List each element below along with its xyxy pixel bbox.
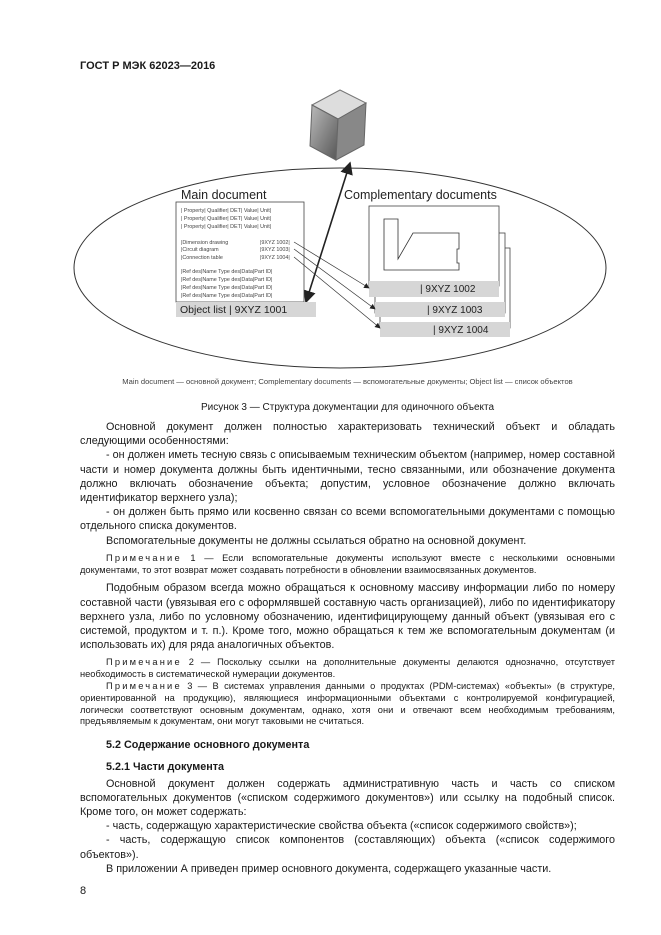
main-document-label: Main document <box>181 188 267 202</box>
svg-text:|Ref des|Name Type des|Data|Pa: |Ref des|Name Type des|Data|Part ID| <box>181 293 273 299</box>
paragraph: Основной документ должен полностью характеризовать технический объект и обладать следующими особенностями: <box>80 421 615 448</box>
paragraph: - он должен быть прямо или косвенно связан со всеми вспомогательными документами с помощью отдельного списка документов. <box>80 506 615 533</box>
note-2: Примечание 2 — Поскольку ссылки на дополнительные документы делаются однозначно, отсутствует необходимость в систематической нумерации документов. <box>80 657 615 680</box>
svg-text:|Connection table: |Connection table <box>181 255 223 261</box>
object-list-label: Object list | 9XYZ 1001 <box>180 304 288 316</box>
page-number: 8 <box>80 885 87 898</box>
object-arrow <box>306 163 350 302</box>
svg-text:| Property| Qualifier| DET| Va: | Property| Qualifier| DET| Value| Unit| <box>181 216 272 222</box>
svg-text:| 9XYZ 1004: | 9XYZ 1004 <box>433 325 489 336</box>
paragraph: - он должен иметь тесную связь с описываемым техническим объектом (например, номер составной части и номер документа должны быть идентичными, тесно связанными, или обозначение документа должно включать обозначение объекта; допустим, условное обозначение должно включать идентификатор верхнего узла); <box>80 449 615 505</box>
subsection-heading: 5.2.1 Части документа <box>106 761 225 774</box>
svg-text:| 9XYZ 1003: | 9XYZ 1003 <box>427 305 483 316</box>
svg-text:|Ref des|Name Type des|Data|Pa: |Ref des|Name Type des|Data|Part ID| <box>181 285 273 291</box>
svg-text:|9XYZ 1002|: |9XYZ 1002| <box>260 240 290 246</box>
cube-icon <box>310 90 366 160</box>
body-text <box>80 420 615 908</box>
standard-header: ГОСТ Р МЭК 62023—2016 <box>80 60 216 72</box>
paragraph: Вспомогательные документы не должны ссылаться обратно на основной документ. <box>106 534 527 547</box>
paragraph: Подобным образом всегда можно обращаться к основному массиву информации либо по номеру составной части (увязывая его с оформлявшей составную часть организацией), либо по идентификатору верхнего узла, либо по условному обозначению, идентифицирующему данный объект (увязывая его с системой, продуктом и т. п.). Кроме того, можно обращаться к тем же вспомогательным документам (и использовать их) для ряда аналогичных объектов. <box>80 582 615 652</box>
svg-text:|9XYZ 1004|: |9XYZ 1004| <box>260 255 290 261</box>
svg-text:|Dimension drawing: |Dimension drawing <box>181 240 229 246</box>
section-heading: 5.2 Содержание основного документа <box>106 739 310 752</box>
svg-text:| Property| Qualifier| DET| Va: | Property| Qualifier| DET| Value| Unit| <box>181 208 272 214</box>
paragraph: - часть, содержащую список компонентов (составляющих) объекта («список содержимого объектов»). <box>80 834 615 861</box>
figure-title: Рисунок 3 — Структура документации для одиночного объекта <box>200 402 495 413</box>
svg-text:| Property| Qualifier| DET| Va: | Property| Qualifier| DET| Value| Unit| <box>181 224 272 230</box>
svg-text:|Ref des|Name Type des|Data|Pa: |Ref des|Name Type des|Data|Part ID| <box>181 269 273 275</box>
svg-text:|9XYZ 1003|: |9XYZ 1003| <box>260 247 290 253</box>
paragraph: Основной документ должен содержать административную часть и часть со списком вспомогательных документов («списком содержимого документов») или ссылку на подобный список. Кроме того, он может содержать: <box>80 777 615 819</box>
figure-legend: Main document — основной документ; Complementary documents — вспомогательные документы; Object list — список объектов <box>122 377 573 386</box>
note-1: Примечание 1 — Если вспомогательные документы используют вместе с несколькими основными документами, то этот возврат может создавать потребности в обновлении взаимосвязанных документов. <box>80 552 615 575</box>
complementary-label: Complementary documents <box>344 188 497 202</box>
svg-text:|Ref des|Name Type des|Data|Pa: |Ref des|Name Type des|Data|Part ID| <box>181 277 273 283</box>
figure-diagram <box>0 0 661 375</box>
note-3: Примечание 3 — В системах управления данными о продуктах (PDM-системах) «объекты» (в структуре, ориентированной на продукцию), являющиеся информационными объектами с контролируемой конфигурацией, логически соответствуют основным документам, однако, хотя они и отвечают всем необходимым требованиям, предъявляемым к документам, они могут таковыми не считаться. <box>80 681 615 727</box>
scope-ellipse <box>74 168 606 368</box>
svg-text:| 9XYZ 1002: | 9XYZ 1002 <box>420 284 476 295</box>
complementary-stack <box>369 206 510 337</box>
paragraph: В приложении А приведен пример основного документа, содержащего указанные части. <box>106 862 552 875</box>
paragraph: - часть, содержащую характеристические свойства объекта («список содержимого свойств»); <box>106 820 577 833</box>
svg-text:|Circuit diagram: |Circuit diagram <box>181 247 219 253</box>
